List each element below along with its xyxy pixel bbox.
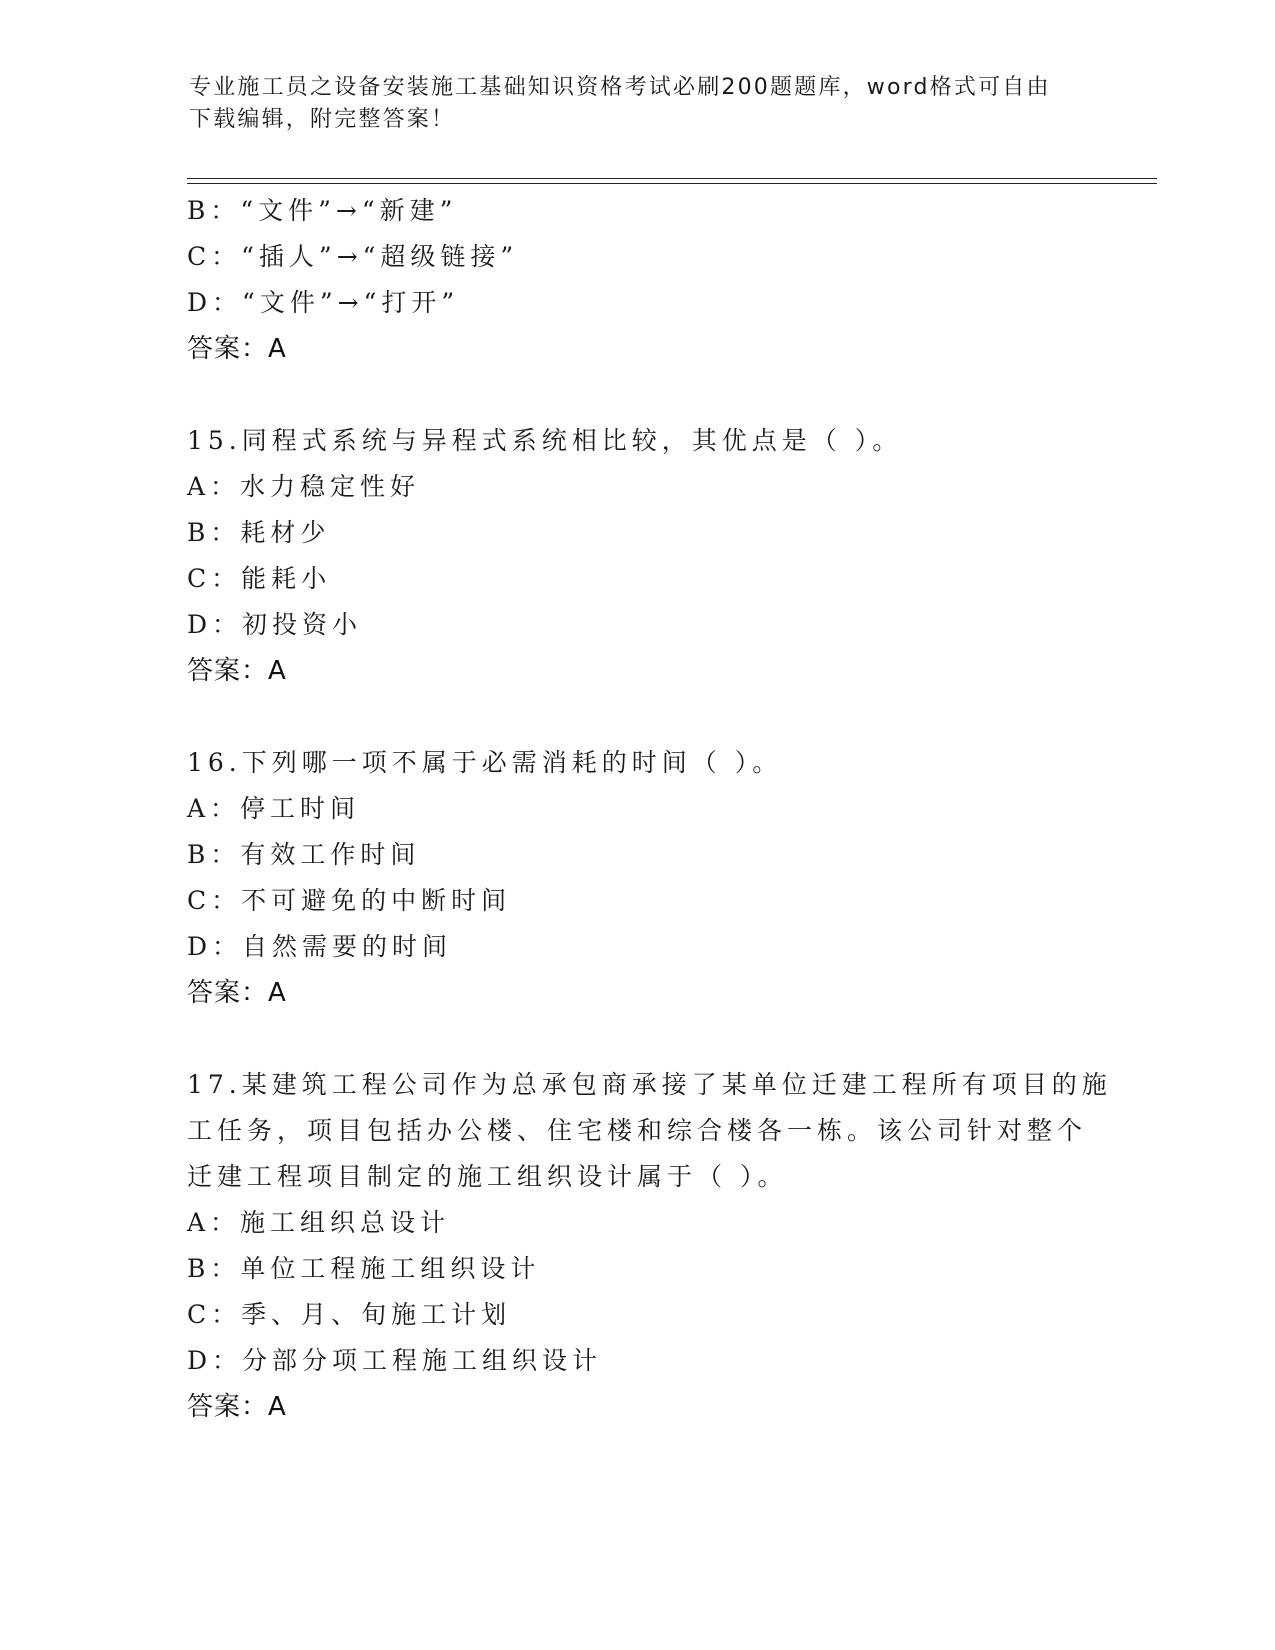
question-14 bbox=[187, 188, 1087, 372]
document-header bbox=[189, 72, 1089, 136]
option-d: D：自然需要的时间 bbox=[187, 932, 453, 961]
header-line-2: 下载编辑，附完整答案！ bbox=[189, 107, 456, 132]
question-list bbox=[187, 188, 1112, 1430]
option-d: D：分部分项工程施工组织设计 bbox=[187, 1346, 603, 1375]
question-text-line-3: 迁建工程项目制定的施工组织设计属于（ ）。 bbox=[187, 1162, 788, 1191]
question-text-line-2: 工任务，项目包括办公楼、住宅楼和综合楼各一栋。该公司针对整个 bbox=[187, 1116, 1088, 1145]
answer-label: 答案：A bbox=[187, 978, 287, 1008]
option-b: B：单位工程施工组织设计 bbox=[187, 1254, 541, 1283]
option-c: C：“插人”→“超级链接” bbox=[187, 242, 519, 271]
header-line-1: 专业施工员之设备安装施工基础知识资格考试必刷200题题库，word格式可自由 bbox=[189, 75, 1051, 100]
option-a: A：停工时间 bbox=[187, 794, 361, 823]
option-d: D：初投资小 bbox=[187, 610, 363, 639]
option-a: A：施工组织总设计 bbox=[187, 1208, 451, 1237]
option-d: D：“文件”→“打开” bbox=[187, 288, 460, 317]
spacer bbox=[187, 372, 1087, 418]
header-divider-top bbox=[187, 178, 1157, 179]
header-divider-bottom bbox=[187, 183, 1157, 184]
option-b: B：“文件”→“新建” bbox=[187, 196, 458, 225]
option-b: B：耗材少 bbox=[187, 518, 331, 547]
option-c: C：不可避免的中断时间 bbox=[187, 886, 512, 915]
spacer bbox=[187, 1016, 1087, 1062]
answer-label: 答案：A bbox=[187, 1392, 287, 1422]
question-17 bbox=[187, 1062, 1112, 1430]
option-c: C：能耗小 bbox=[187, 564, 332, 593]
answer-label: 答案：A bbox=[187, 656, 287, 686]
answer-label: 答案：A bbox=[187, 334, 287, 364]
option-c: C：季、月、旬施工计划 bbox=[187, 1300, 512, 1329]
question-text-line-1: 17.某建筑工程公司作为总承包商承接了某单位迁建工程所有项目的施 bbox=[187, 1070, 1112, 1099]
spacer bbox=[187, 694, 1087, 740]
question-text: 15.同程式系统与异程式系统相比较，其优点是（ ）。 bbox=[187, 426, 903, 455]
question-16 bbox=[187, 740, 1087, 1016]
question-15 bbox=[187, 418, 1087, 694]
option-a: A：水力稳定性好 bbox=[187, 472, 421, 501]
question-text: 16.下列哪一项不属于必需消耗的时间（ ）。 bbox=[187, 748, 783, 777]
option-b: B：有效工作时间 bbox=[187, 840, 421, 869]
